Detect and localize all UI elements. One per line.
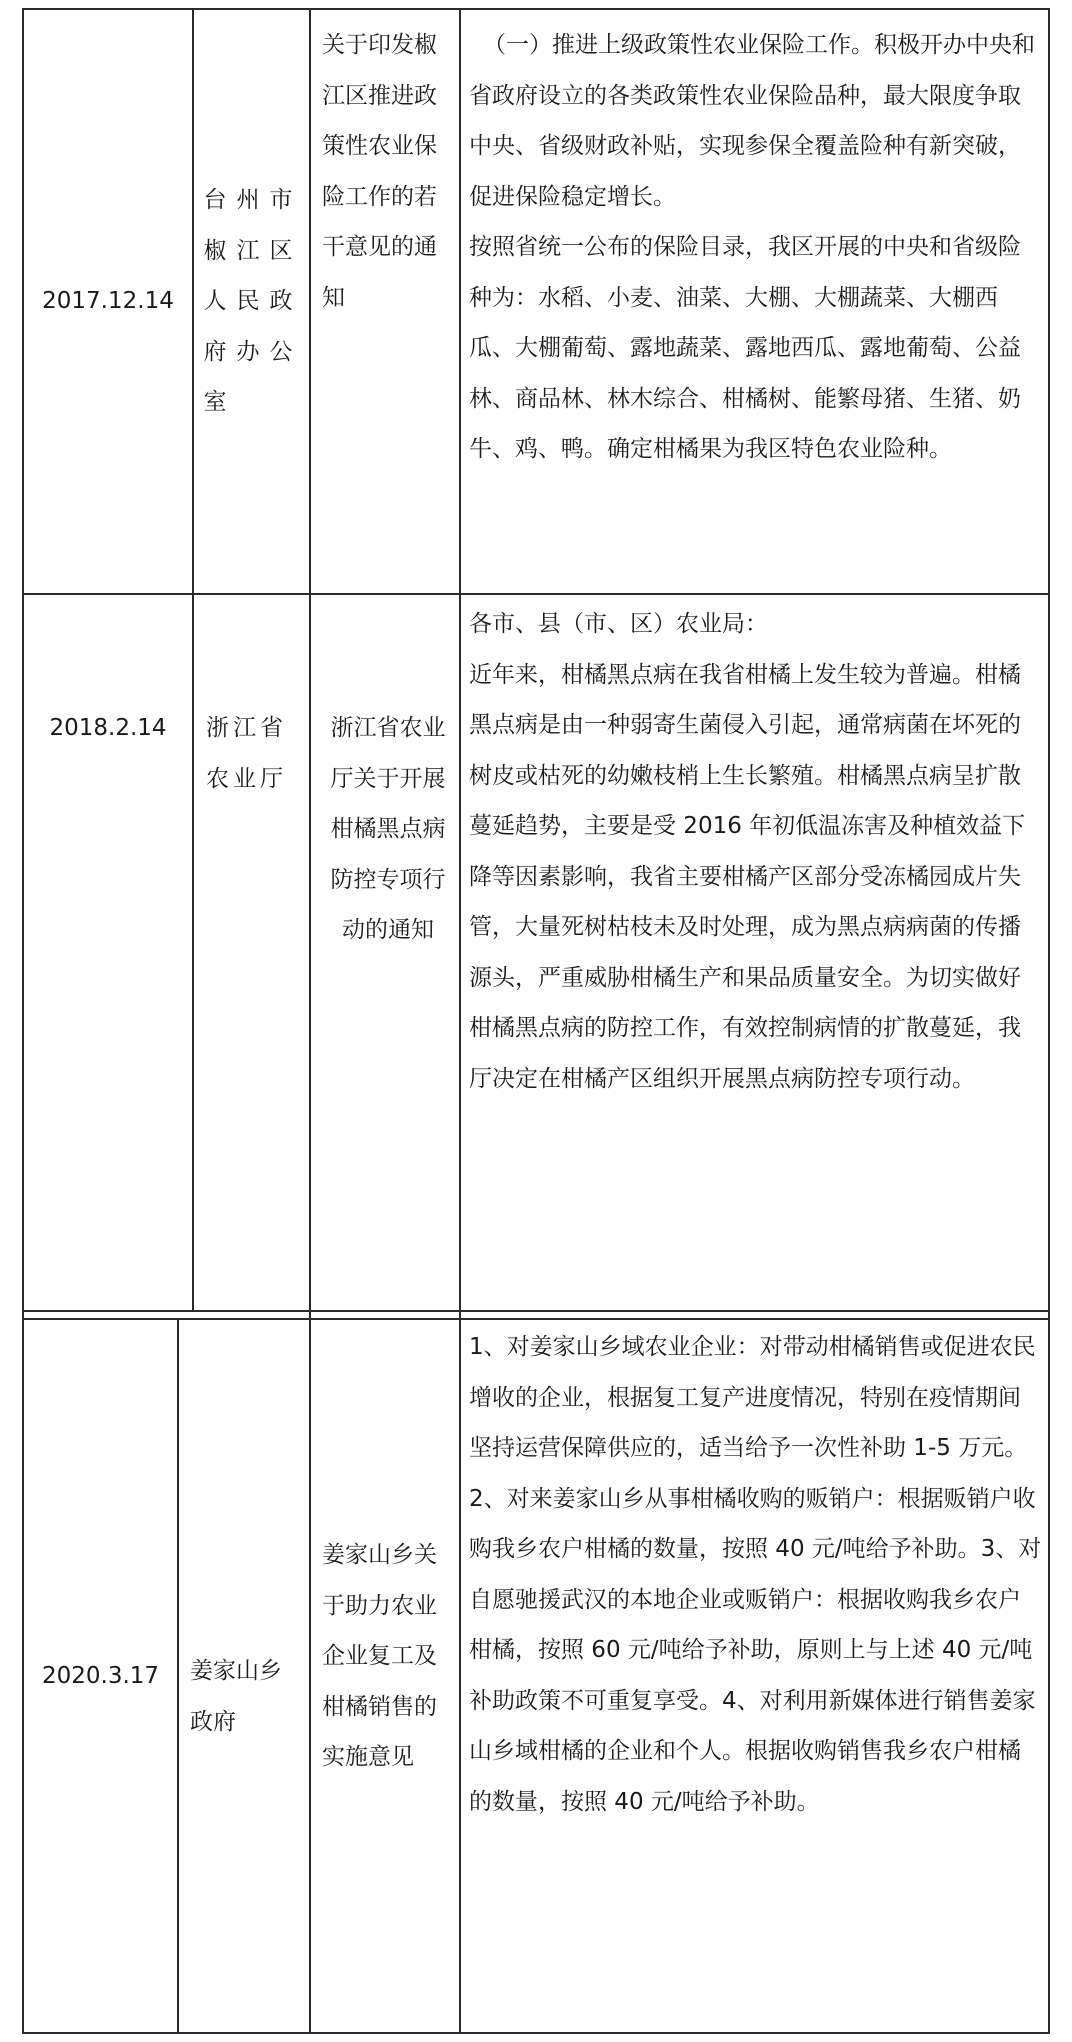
table-row-2-content	[469, 595, 1043, 1310]
date-text: 2020.3.17	[41, 1662, 160, 1689]
date-text: 2017.12.14	[42, 288, 174, 315]
content-paragraph: 近年来，柑橘黑点病在我省柑橘上发生较为普遍。柑橘黑点病是由一种弱寄生菌侵入引起，通常病菌在坏死的树皮或枯死的幼嫩枝梢上生长繁殖。柑橘黑点病呈扩散蔓延趋势，主要是受 2016 年初低温冻害及种植效益下降等因素影响，我省主要柑橘产区部分受冻橘园成片失管，大量死树枯枝未及时处理，成为黑点病病菌的传播源头，严重威胁柑橘生产和果品质量安全。为切实做好柑橘黑点病的防控工作，有效控制病情的扩散蔓延，我厅决定在柑橘产区组织开展黑点病防控专项行动。	[469, 661, 1026, 1092]
column-divider	[309, 8, 311, 2034]
table-row-2-issuer	[206, 595, 306, 1310]
table-row-3-content	[469, 1320, 1043, 2032]
title-text: 姜家山乡关于助力农业企业复工及柑橘销售的实施意见	[322, 1542, 437, 1770]
title-text: 浙江省农业厅关于开展柑橘黑点病防控专项行动的通知	[330, 715, 446, 943]
table-row-1-content	[469, 10, 1043, 593]
issuer-text: 台州市椒江区人民政府办公室	[203, 187, 300, 416]
title-text: 关于印发椒江区推进政策性农业保险工作的若干意见的通知	[322, 32, 437, 311]
table-row-3-issuer	[190, 1320, 302, 2032]
content-paragraph: （一）推进上级政策性农业保险工作。积极开办中央和省政府设立的各类政策性农业保险品种，最大限度争取中央、省级财政补贴，实现参保全覆盖险种有新突破，促进保险稳定增长。	[469, 32, 1035, 210]
table-row-3-date	[24, 1320, 177, 2032]
content-paragraph: 1、对姜家山乡域农业企业：对带动柑橘销售或促进农民增收的企业，根据复工复产进度情况，特别在疫情期间坚持运营保障供应的，适当给予一次性补助 1-5 万元。2、对来姜家山乡从事柑橘收购的贩销户：根据贩销户收购我乡农户柑橘的数量，按照 40 元/吨给予补助。3、对自愿驰援武汉的本地企业或贩销户：根据收购我乡农户柑橘，按照 60 元/吨给予补助，原则上与上述 40 元/吨补助政策不可重复享受。4、对利用新媒体进行销售姜家山乡域柑橘的企业和个人。根据收购销售我乡农户柑橘的数量，按照 40 元/吨给予补助。	[469, 1334, 1042, 1815]
date-text: 2018.2.14	[49, 715, 167, 741]
column-divider	[177, 1318, 179, 2034]
table-row-3-title	[322, 1320, 456, 2032]
table-row-2-title	[320, 595, 456, 1310]
content-paragraph: 按照省统一公布的保险目录，我区开展的中央和省级险种为：水稻、小麦、油菜、大棚、大棚蔬菜、大棚西瓜、大棚葡萄、露地蔬菜、露地西瓜、露地葡萄、公益林、商品林、林木综合、柑橘树、能繁母猪、生猪、奶牛、鸡、鸭。确定柑橘果为我区特色农业险种。	[469, 234, 1021, 462]
issuer-text: 浙江省农业厅	[206, 715, 287, 792]
table-border-right	[1048, 8, 1050, 2034]
content-paragraph: 各市、县（市、区）农业局：	[469, 611, 768, 637]
table-row-2-date	[24, 595, 192, 1310]
table-row-1-issuer	[194, 10, 309, 593]
row-divider	[22, 1310, 1050, 1312]
column-divider	[459, 8, 461, 2034]
table-row-1-title	[322, 10, 454, 593]
issuer-text: 姜家山乡政府	[190, 1658, 282, 1735]
table-row-1-date	[24, 10, 192, 593]
